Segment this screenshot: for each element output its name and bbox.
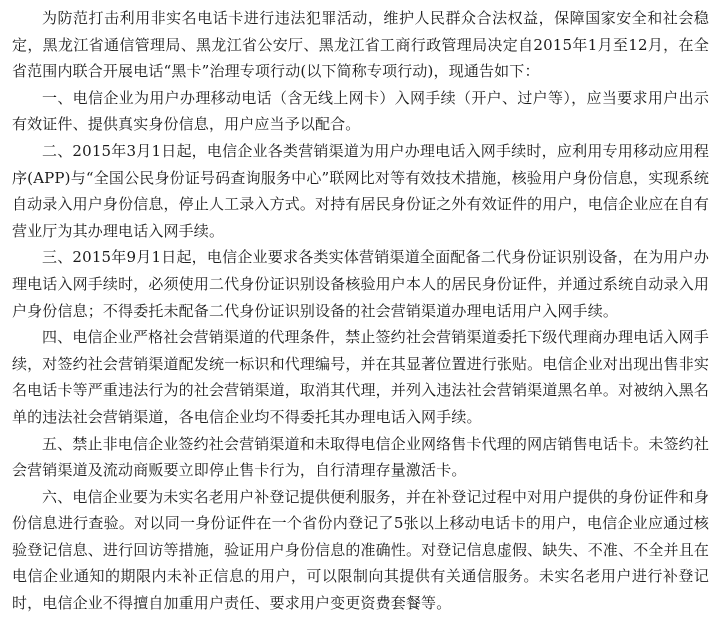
clause-1-paragraph: 一、电信企业为用户办理移动电话（含无线上网卡）入网手续（开户、过户等），应当要求用户出示有效证件、提供真实身份信息，用户应当予以配合。 [12, 88, 709, 134]
clause-3-paragraph: 三、2015年9月1日起，电信企业要求各类实体营销渠道全面配备二代身份证识别设备，在为用户办理电话入网手续时，必须使用二代身份证识别设备核验用户本人的居民身份证件，并通过系统自动录入用户身份信息；不得委托未配备二代身份证识别设备的社会营销渠道办理电话用户入网手续。 [12, 248, 709, 320]
intro-paragraph: 为防范打击利用非实名电话卡进行违法犯罪活动，维护人民群众合法权益，保障国家安全和社会稳定，黑龙江省通信管理局、黑龙江省公安厅、黑龙江省工商行政管理局决定自2015年1月至12月，在全省范围内联合开展电话“黑卡”治理专项行动(以下简称专项行动)，现通告如下： [12, 9, 709, 81]
clause-4-paragraph: 四、电信企业严格社会营销渠道的代理条件，禁止签约社会营销渠道委托下级代理商办理电话入网手续，对签约社会营销渠道配发统一标识和代理编号，并在其显著位置进行张贴。电信企业对出现出售非实名电话卡等严重违法行为的社会营销渠道，取消其代理，并列入违法社会营销渠道黑名单。对被纳入黑名单的违法社会营销渠道，各电信企业均不得委托其办理电话入网手续。 [12, 328, 709, 426]
clause-6-paragraph: 六、电信企业要为未实名老用户补登记提供便利服务，并在补登记过程中对用户提供的身份证件和身份信息进行查验。对以同一身份证件在一个省份内登记了5张以上移动电话卡的用户，电信企业应通过核验登记信息、进行回访等措施，验证用户身份信息的准确性。对登记信息虚假、缺失、不准、不全并且在电信企业通知的期限内未补正信息的用户，可以限制向其提供有关通信服务。未实名老用户进行补登记时，电信企业不得擅自加重用户责任、要求用户变更资费套餐等。 [12, 487, 709, 613]
clause-5-paragraph: 五、禁止非电信企业签约社会营销渠道和未取得电信企业网络售卡代理的网店销售电话卡。未签约社会营销渠道及流动商贩要立即停止售卡行为，自行清理存量激活卡。 [12, 434, 709, 480]
clause-2-paragraph: 二、2015年3月1日起，电信企业各类营销渠道为用户办理电话入网手续时，应利用专用移动应用程序(APP)与“全国公民身份证号码查询服务中心”联网比对等有效技术措施，核验用户身份信息，实现系统自动录入用户身份信息，停止人工录入方式。对持有居民身份证之外有效证件的用户，电信企业应在自有营业厅为其办理电话入网手续。 [12, 141, 709, 240]
